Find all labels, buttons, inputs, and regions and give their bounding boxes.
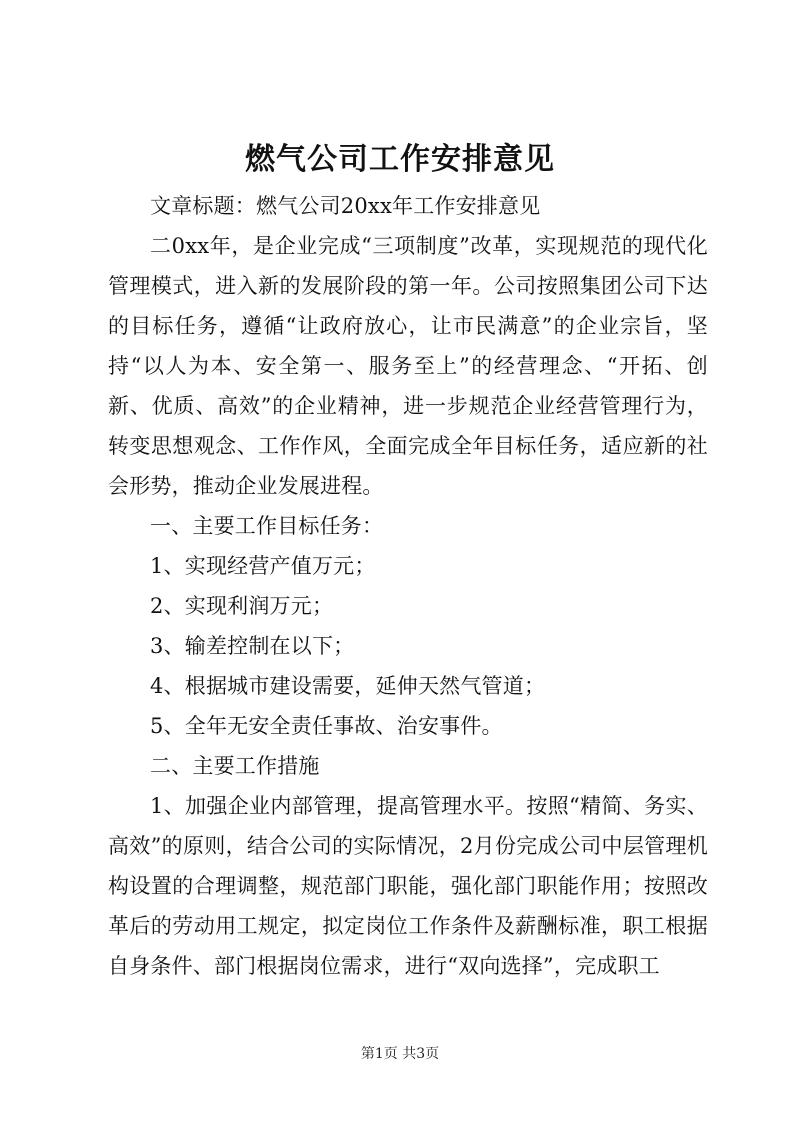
section-heading-measures: 二、主要工作措施 xyxy=(150,754,320,778)
document-title: 燃气公司工作安排意见 xyxy=(245,142,555,177)
goal-item-2: 2、实现利润万元； xyxy=(150,594,334,618)
paragraph-article-title: 文章标题：燃气公司20xx年工作安排意见 xyxy=(150,194,541,218)
goal-item-4: 4、根据城市建设需要，延伸天然气管道； xyxy=(150,674,546,698)
goal-item-1: 1、实现经营产值万元； xyxy=(150,554,376,578)
page-footer: 第1页 共3页 xyxy=(360,1046,440,1062)
goal-item-3: 3、输差控制在以下； xyxy=(150,634,355,658)
measure-item-1: 1、加强企业内部管理，提高管理水平。按照“精简、务实、高效”的原则，结合公司的实际情况，2月份完成公司中层管理机构设置的合理调整，规范部门职能，强化部门职能作用；按照改革后的劳动用工规定，拟定岗位工作条件及薪酬标准，职工根据自身条件、部门根据岗位需求，进行“双向选择”，完成职工 xyxy=(108,794,708,978)
section-heading-goals: 一、主要工作目标任务： xyxy=(150,514,384,538)
paragraph-intro: 二0xx年，是企业完成“三项制度”改革，实现规范的现代化管理模式，进入新的发展阶段的第一年。公司按照集团公司下达的目标任务，遵循“让政府放心，让市民满意”的企业宗旨，坚持“以人为本、安全第一、服务至上”的经营理念、“开拓、创新、优质、高效”的企业精神，进一步规范企业经营管理行为，转变思想观念、工作作风，全面完成全年目标任务，适应新的社会形势，推动企业发展进程。 xyxy=(108,234,708,498)
document-body xyxy=(108,186,708,986)
goal-item-5: 5、全年无安全责任事故、治安事件。 xyxy=(150,714,503,738)
